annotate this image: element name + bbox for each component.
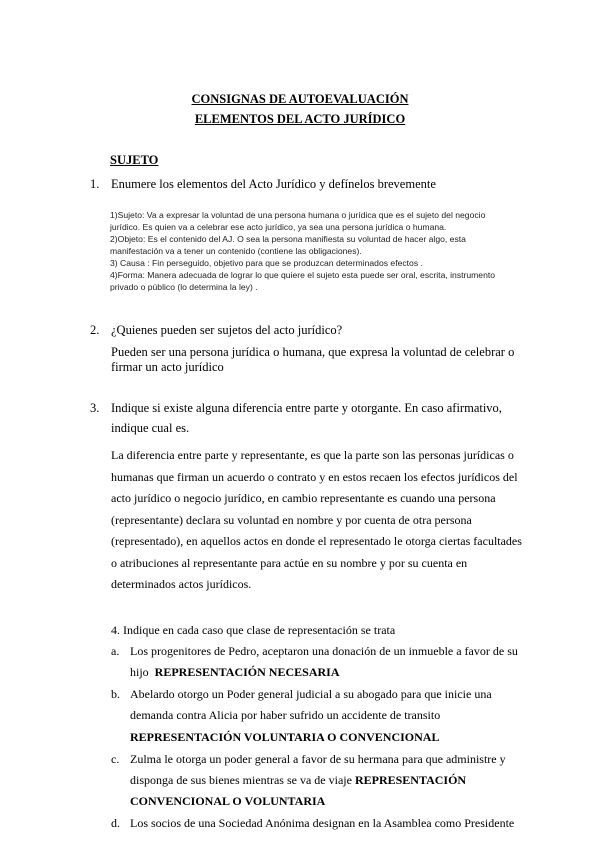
section-heading: SUJETO (110, 153, 159, 167)
q4-b-line-1: Abelardo otorgo un Poder general judicial a su abogado para que inicie una (130, 687, 492, 701)
q1-answer-line: manifestación va a tener un contenido (contiene las obligaciones). (110, 246, 362, 256)
q1-answer-line: 4)Forma: Manera adecuada de lograr lo que quiere el sujeto esta puede ser oral, escrita, instrumento (110, 270, 496, 280)
q1-number: 1. (90, 177, 100, 191)
q4-text: 4. Indique en cada caso que clase de representación se trata (111, 623, 396, 637)
q4-a-line-2-prefix: hijo (130, 665, 149, 679)
q1-answer-line: 2)Objeto: Es el contenido del AJ. O sea la persona manifiesta su voluntad de hacer algo, esta (110, 234, 466, 244)
q1-answer-line: jurídico. Es quien va a celebrar ese acto jurídico, ya sea una persona jurídica o humana. (110, 222, 447, 232)
q3-answer-line: acto jurídico o negocio jurídico, en cambio representante es cuando una persona (111, 491, 496, 505)
q4-a-line-2 (130, 665, 339, 680)
q4-d-letter: d. (111, 816, 120, 830)
q3-answer-line: (representado), en aquellos actos en donde el representado le otorga ciertas facultades (111, 534, 522, 548)
q4-c-answer-part-1: REPRESENTACIÓN (354, 773, 467, 787)
q4-c-line-1: Zulma le otorga un poder general a favor de su hermana para que administre y (130, 752, 506, 766)
q3-answer-line: determinados actos jurídicos. (111, 577, 252, 591)
q4-b-line-2: demanda contra Alicia por haber sufrido un accidente de transito (130, 708, 441, 722)
q3-text-line: Indique si existe alguna diferencia entre parte y otorgante. En caso afirmativo, (111, 401, 502, 415)
q3-answer-line: La diferencia entre parte y representante, es que la parte son las personas jurídicas o (111, 448, 514, 462)
q2-answer-line: Pueden ser una persona jurídica o humana, que expresa la voluntad de celebrar o (111, 345, 515, 359)
q2-answer-line: firmar un acto jurídico (111, 360, 224, 374)
q4-c-answer-part-2: CONVENCIONAL O VOLUNTARIA (130, 794, 326, 808)
q4-a-letter: a. (111, 644, 120, 658)
q4-c-letter: c. (111, 752, 120, 766)
q2-number: 2. (90, 323, 100, 337)
q2-text: ¿Quienes pueden ser sujetos del acto jurídico? (111, 323, 343, 337)
q4-b-letter: b. (111, 687, 120, 701)
title-line-2: ELEMENTOS DEL ACTO JURÍDICO (194, 112, 406, 126)
q4-d-line-1: Los socios de una Sociedad Anónima designan en la Asamblea como Presidente (130, 816, 515, 830)
q1-text: Enumere los elementos del Acto Jurídico y defínelos brevemente (111, 177, 436, 191)
q1-answer-line: 3) Causa : Fin perseguido, objetivo para que se produzcan determinados efectos . (110, 258, 423, 268)
q4-a-answer: REPRESENTACIÓN NECESARIA (154, 665, 340, 679)
q3-answer-line: humanas que firman un acuerdo o contrato y en estos recaen los efectos jurídicos del (111, 470, 518, 484)
q3-answer-line: o atribuciones al representante para actúe en su nombre y por su cuenta en (111, 556, 468, 570)
q4-c-line-2-prefix: disponga de sus bienes mientras se va de viaje (130, 773, 352, 787)
q1-answer-line: privado o público (lo determina la ley) . (110, 282, 258, 292)
q3-text-line: indique cual es. (111, 421, 190, 435)
q3-answer-line: (representante) declara su voluntad en nombre y por cuenta de otra persona (111, 513, 472, 527)
q4-c-line-2 (130, 773, 466, 788)
q4-a-line-1: Los progenitores de Pedro, aceptaron una donación de un inmueble a favor de su (130, 644, 518, 658)
q3-number: 3. (90, 401, 100, 415)
q1-answer-line: 1)Sujeto: Va a expresar la voluntad de una persona humana o jurídica que es el sujeto del negocio (110, 210, 486, 220)
title-line-1: CONSIGNAS DE AUTOEVALUACIÓN (191, 92, 409, 106)
q4-b-answer: REPRESENTACIÓN VOLUNTARIA O CONVENCIONAL (130, 730, 440, 744)
